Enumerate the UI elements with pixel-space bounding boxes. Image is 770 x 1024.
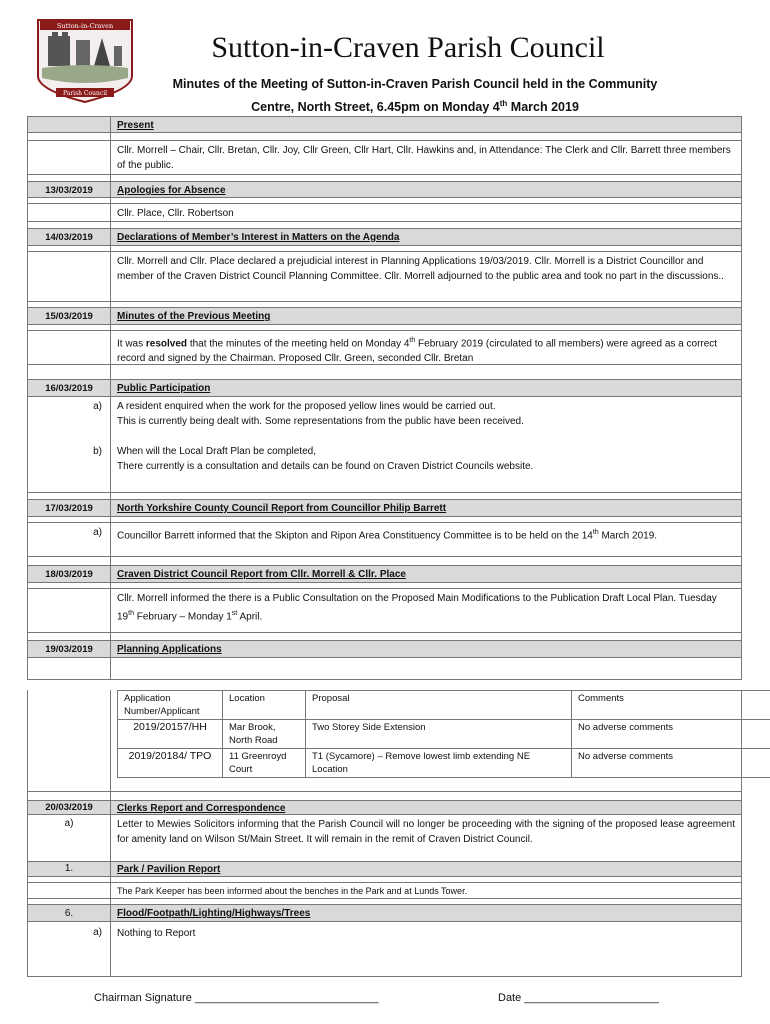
apologies-heading: Apologies for Absence [117,185,226,196]
public-item-b-label: b) [93,446,102,457]
public-heading: Public Participation [117,383,211,394]
minutes-text: It was resolved that the minutes of the meeting held on Monday 4th February 2019 (circulated to all members) were agreed as a correct record and signed by the Chairman. Proposed Cllr. Green, seconded Cllr. Bretan [117,337,718,365]
nycc-heading: North Yorkshire County Council Report from Councillor Philip Barrett [117,503,447,514]
nycc-item-a-label: a) [28,523,111,556]
present-heading-row [27,116,742,133]
application-proposal: T1 (Sycamore) – Remove lowest limb extending NE Location [306,749,572,778]
application-location: Mar Brook, North Road [223,720,306,749]
cdc-heading-row [27,566,742,583]
nycc-ref: 17/03/2019 [28,500,111,516]
present-text: Cllr. Morrell – Chair, Cllr. Bretan, Cllr. Joy, Cllr Green, Cllr Hart, Cllr. Hawkins and, in Attendance: The Clerk and Cllr. Barrett three members of the public. [117,145,731,171]
col-header-proposal: Proposal [306,691,572,720]
park-heading: Park / Pavilion Report [117,864,221,875]
apologies-heading-row [27,182,742,198]
minutes-table [27,116,742,977]
cdc-ref: 18/03/2019 [28,566,111,582]
crest-bottom-text: Parish Council [62,90,108,97]
flood-row [27,922,742,977]
table-row [118,749,770,778]
clerks-text: Letter to Mewies Solicitors informing that the Parish Council will no longer be proceeding with the signing of the proposed lease agreement for amenity land on Wilson St/Main Street. It will remain in the remit of Craven District Council. [117,819,735,845]
planning-heading-row [27,641,742,658]
application-number: 2019/20157/HH [118,720,223,749]
col-header-location: Location [223,691,306,720]
cdc-heading: Craven District Council Report from Cllr. Morrell & Cllr. Place [117,569,406,580]
public-row [27,397,742,493]
declarations-heading-row [27,229,742,246]
application-comments: No adverse comments [572,749,770,778]
public-item-b-line2: There currently is a consultation and details can be found on Craven District Councils website. [117,461,534,472]
clerks-ref: 20/03/2019 [28,801,111,814]
declarations-heading: Declarations of Member’s Interest in Matters on the Agenda [117,232,400,243]
clerks-heading: Clerks Report and Correspondence [117,803,286,814]
parish-crest-logo [34,18,136,104]
clerks-row [27,815,742,862]
park-row [27,883,742,899]
apologies-ref: 13/03/2019 [28,182,111,197]
col-header-comments: Comments [572,691,770,720]
nycc-row [27,523,742,557]
table-row [118,720,770,749]
public-item-a-line2: This is currently being dealt with. Some representations from the public have been received. [117,416,524,427]
park-heading-row [27,862,742,877]
minutes-row [27,331,742,365]
planning-table-header [118,691,770,720]
col-header-application: Application Number/Applicant [118,691,223,720]
application-location: 11 Greenroyd Court [223,749,306,778]
application-number: 2019/20184/ TPO [118,749,223,778]
public-ref: 16/03/2019 [28,380,111,396]
apologies-row [27,204,742,222]
minutes-heading: Minutes of the Previous Meeting [117,311,271,322]
minutes-ref: 15/03/2019 [28,308,111,324]
planning-row [27,690,742,792]
flood-ref: 6. [28,905,111,921]
declarations-row [27,252,742,302]
date-line: Date ______________________ [498,992,659,1004]
application-proposal: Two Storey Side Extension [306,720,572,749]
present-row [27,141,742,175]
planning-applications-table [117,690,770,778]
flood-heading: Flood/Footpath/Lighting/Highways/Trees [117,908,311,919]
minutes-heading-row [27,308,742,325]
declarations-text: Cllr. Morrell and Cllr. Place declared a prejudicial interest in Planning Applications 19/03/2019. Cllr. Morrell is a District Councillor and member of the Craven District Council Planning Committee. Cllr. Morrell adjourned to the public area and took no part in the discussions.. [117,256,724,282]
nycc-heading-row [27,500,742,517]
public-item-b-line1: When will the Local Draft Plan be completed, [117,446,316,457]
present-heading: Present [117,120,154,131]
subtitle-line-1: Minutes of the Meeting of Sutton-in-Craven Parish Council held in the Community [172,77,658,91]
application-comments: No adverse comments [572,720,770,749]
clerks-item-a-label: a) [28,815,111,861]
park-ref: 1. [28,862,111,876]
public-item-a-line1: A resident enquired when the work for the proposed yellow lines would be carried out. [117,401,496,412]
apologies-text: Cllr. Place, Cllr. Robertson [117,208,234,219]
flood-item-a-label: a) [28,922,111,976]
crest-top-text: Sutton-in-Craven [56,22,114,30]
public-heading-row [27,380,742,397]
flood-heading-row [27,905,742,922]
park-text: The Park Keeper has been informed about the benches in the Park and at Lunds Tower. [117,886,468,896]
planning-heading: Planning Applications [117,644,222,655]
planning-ref: 19/03/2019 [28,641,111,657]
page-title: Sutton-in-Craven Parish Council [211,31,605,64]
subtitle-line-2: Centre, North Street, 6.45pm on Monday 4th March 2019 [251,99,579,115]
cdc-text: Cllr. Morrell informed the there is a Public Consultation on the Proposed Main Modifications to the Publication Draft Local Plan. Tuesday 19th February – Monday 1st April. [117,593,717,623]
declarations-ref: 14/03/2019 [28,229,111,245]
nycc-text: Councillor Barrett informed that the Skipton and Ripon Area Constituency Committee is to be held on the 14th March 2019. [117,529,658,542]
flood-text: Nothing to Report [117,928,196,939]
clerks-heading-row [27,801,742,815]
cdc-row [27,589,742,633]
meeting-subtitle [130,74,700,117]
public-item-a-label: a) [93,401,102,412]
chairman-signature-line: Chairman Signature ______________________________ [94,992,379,1004]
